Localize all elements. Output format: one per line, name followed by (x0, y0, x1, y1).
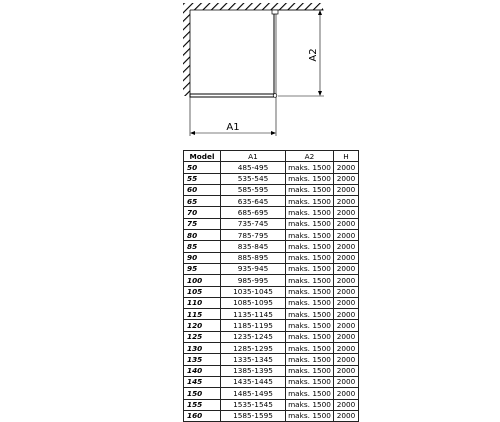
cell-a2: maks. 1500 (286, 388, 334, 399)
cell-a1: 1035-1045 (221, 286, 286, 297)
cell-a2: maks. 1500 (286, 252, 334, 263)
cell-model: 55 (184, 173, 221, 184)
dimension-table (183, 150, 359, 422)
cell-a1: 1535-1545 (221, 399, 286, 410)
cell-model: 65 (184, 196, 221, 207)
table-row (184, 184, 359, 195)
cell-model: 80 (184, 230, 221, 241)
table-row (184, 173, 359, 184)
cell-a1: 1185-1195 (221, 320, 286, 331)
cell-model: 130 (184, 343, 221, 354)
table-row (184, 297, 359, 308)
cell-model: 100 (184, 275, 221, 286)
header-a1: A1 (221, 151, 286, 162)
cell-model: 110 (184, 297, 221, 308)
header-h: H (334, 151, 359, 162)
cell-a2: maks. 1500 (286, 241, 334, 252)
table-row (184, 275, 359, 286)
cell-model: 145 (184, 376, 221, 387)
cell-h: 2000 (334, 173, 359, 184)
cell-h: 2000 (334, 263, 359, 274)
a2-label: A2 (308, 48, 319, 62)
cell-h: 2000 (334, 162, 359, 173)
table-row (184, 376, 359, 387)
cell-h: 2000 (334, 365, 359, 376)
cell-model: 125 (184, 331, 221, 342)
cell-a2: maks. 1500 (286, 173, 334, 184)
table-row (184, 354, 359, 365)
table-row (184, 331, 359, 342)
table-row (184, 399, 359, 410)
cell-a2: maks. 1500 (286, 320, 334, 331)
cell-model: 105 (184, 286, 221, 297)
cell-h: 2000 (334, 354, 359, 365)
glass-panel (190, 94, 276, 97)
cell-a2: maks. 1500 (286, 275, 334, 286)
a2-arrow-top (318, 10, 322, 15)
table-row (184, 388, 359, 399)
table-row (184, 196, 359, 207)
table-row (184, 365, 359, 376)
cell-a1: 1285-1295 (221, 343, 286, 354)
cell-a2: maks. 1500 (286, 376, 334, 387)
cell-a1: 735-745 (221, 218, 286, 229)
cell-a2: maks. 1500 (286, 297, 334, 308)
cell-a1: 535-545 (221, 173, 286, 184)
cell-h: 2000 (334, 331, 359, 342)
cell-h: 2000 (334, 410, 359, 421)
cell-a2: maks. 1500 (286, 354, 334, 365)
table-row (184, 218, 359, 229)
cell-a1: 485-495 (221, 162, 286, 173)
bar-wall-bracket (272, 10, 278, 14)
cell-a2: maks. 1500 (286, 365, 334, 376)
cell-model: 160 (184, 410, 221, 421)
cell-model: 155 (184, 399, 221, 410)
table-row (184, 343, 359, 354)
cell-a1: 1385-1395 (221, 365, 286, 376)
cell-a2: maks. 1500 (286, 162, 334, 173)
cell-h: 2000 (334, 184, 359, 195)
cell-a2: maks. 1500 (286, 410, 334, 421)
cell-a1: 785-795 (221, 230, 286, 241)
cell-a2: maks. 1500 (286, 343, 334, 354)
table-row (184, 286, 359, 297)
cell-a1: 1435-1445 (221, 376, 286, 387)
cell-h: 2000 (334, 241, 359, 252)
cell-h: 2000 (334, 343, 359, 354)
table-row (184, 207, 359, 218)
table-row (184, 410, 359, 421)
cell-a2: maks. 1500 (286, 399, 334, 410)
cell-a2: maks. 1500 (286, 263, 334, 274)
cell-model: 60 (184, 184, 221, 195)
table-header-row (184, 151, 359, 162)
cell-a1: 1135-1145 (221, 309, 286, 320)
cell-h: 2000 (334, 376, 359, 387)
table-row (184, 241, 359, 252)
cell-a1: 935-945 (221, 263, 286, 274)
cell-h: 2000 (334, 230, 359, 241)
cell-a1: 1085-1095 (221, 297, 286, 308)
cell-model: 75 (184, 218, 221, 229)
cell-h: 2000 (334, 399, 359, 410)
table-row (184, 230, 359, 241)
table-row (184, 320, 359, 331)
cell-model: 95 (184, 263, 221, 274)
table-row (184, 263, 359, 274)
cell-h: 2000 (334, 196, 359, 207)
cell-a1: 885-895 (221, 252, 286, 263)
cell-a1: 1335-1345 (221, 354, 286, 365)
cell-a1: 1235-1245 (221, 331, 286, 342)
cell-model: 115 (184, 309, 221, 320)
a1-arrow-left (190, 131, 195, 135)
cell-model: 70 (184, 207, 221, 218)
table-row (184, 309, 359, 320)
cell-a1: 635-645 (221, 196, 286, 207)
cell-a1: 835-845 (221, 241, 286, 252)
cell-a2: maks. 1500 (286, 184, 334, 195)
left-wall-hatch (183, 10, 190, 96)
cell-model: 140 (184, 365, 221, 376)
panel-end-connector (273, 94, 277, 98)
a2-arrow-bottom (318, 91, 322, 96)
cell-model: 90 (184, 252, 221, 263)
shower-wall-dimension-drawing (0, 0, 500, 150)
top-wall-hatch (183, 3, 323, 10)
cell-a2: maks. 1500 (286, 218, 334, 229)
cell-a2: maks. 1500 (286, 230, 334, 241)
header-model: Model (184, 151, 221, 162)
cell-a1: 1485-1495 (221, 388, 286, 399)
cell-h: 2000 (334, 309, 359, 320)
cell-h: 2000 (334, 218, 359, 229)
cell-a1: 985-995 (221, 275, 286, 286)
table-row (184, 162, 359, 173)
a1-arrow-right (271, 131, 276, 135)
cell-model: 150 (184, 388, 221, 399)
a1-label: A1 (226, 122, 240, 133)
cell-h: 2000 (334, 297, 359, 308)
cell-h: 2000 (334, 207, 359, 218)
cell-h: 2000 (334, 286, 359, 297)
cell-h: 2000 (334, 275, 359, 286)
cell-a2: maks. 1500 (286, 309, 334, 320)
cell-model: 135 (184, 354, 221, 365)
cell-model: 50 (184, 162, 221, 173)
table-row (184, 252, 359, 263)
cell-a1: 1585-1595 (221, 410, 286, 421)
cell-h: 2000 (334, 320, 359, 331)
cell-a2: maks. 1500 (286, 286, 334, 297)
header-a2: A2 (286, 151, 334, 162)
cell-h: 2000 (334, 388, 359, 399)
cell-a1: 685-695 (221, 207, 286, 218)
cell-model: 85 (184, 241, 221, 252)
cell-a2: maks. 1500 (286, 331, 334, 342)
cell-a2: maks. 1500 (286, 207, 334, 218)
cell-h: 2000 (334, 252, 359, 263)
cell-a1: 585-595 (221, 184, 286, 195)
cell-model: 120 (184, 320, 221, 331)
cell-a2: maks. 1500 (286, 196, 334, 207)
